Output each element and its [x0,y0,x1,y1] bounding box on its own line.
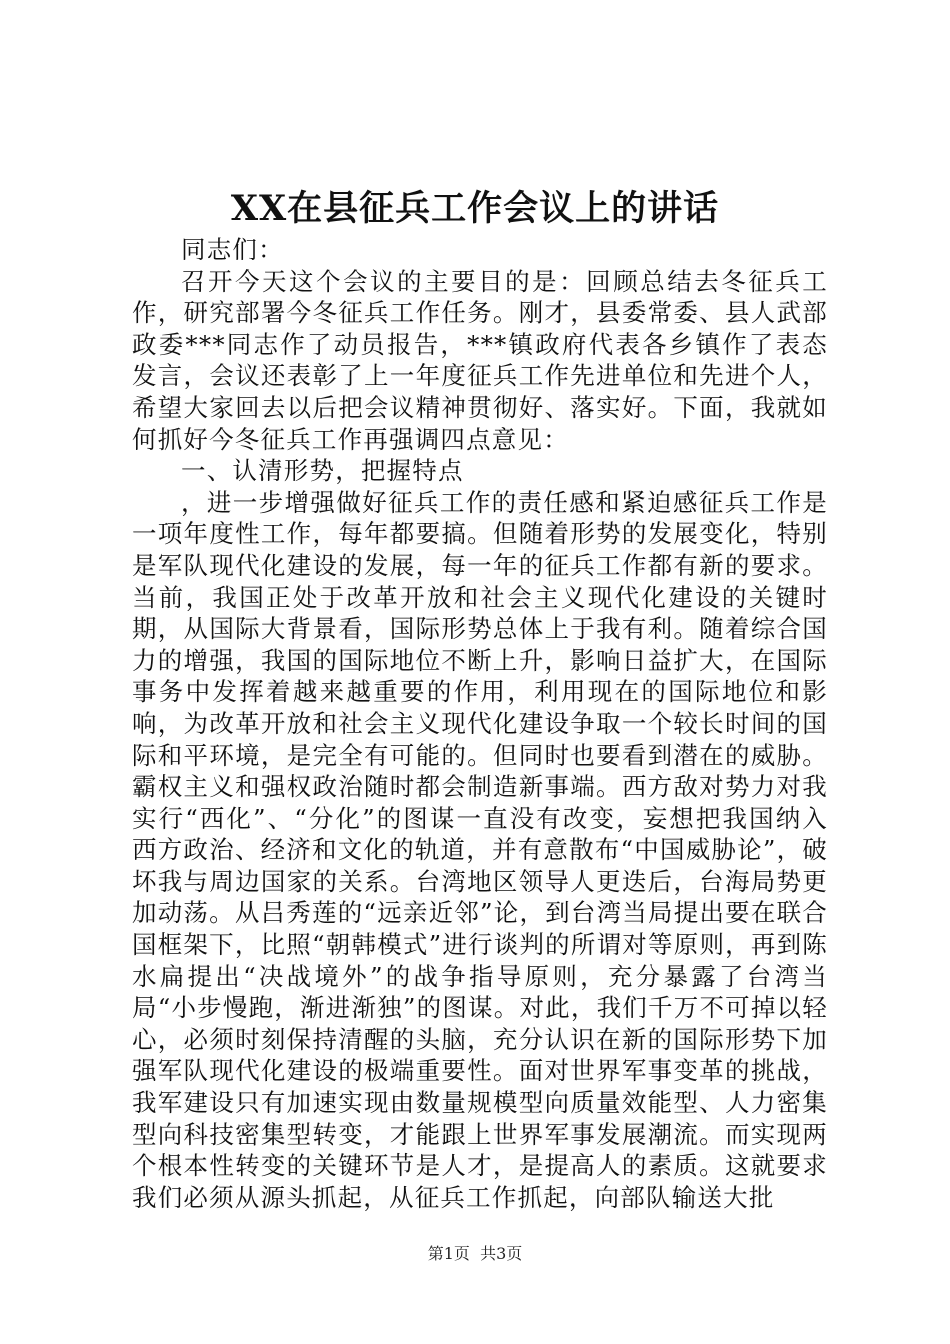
document-title: XX在县征兵工作会议上的讲话 [230,188,720,229]
body-paragraph: ，进一步增强做好征兵工作的责任感和紧迫感征兵工作是一项年度性工作，每年都要搞。但随着形势的发展变化，特别是军队现代化建设的发展，每一年的征兵工作都有新的要求。当前，我国正处于改革开放和社会主义现代化建设的关键时期，从国际大背景看，国际形势总体上于我有利。随着综合国力的增强，我国的国际地位不断上升，影响日益扩大，在国际事务中发挥着越来越重要的作用，利用现在的国际地位和影响，为改革开放和社会主义现代化建设争取一个较长时间的国际和平环境，是完全有可能的。但同时也要看到潜在的威胁。霸权主义和强权政治随时都会制造新事端。西方敌对势力对我实行“西化”、“分化”的图谋一直没有改变，妄想把我国纳入西方政治、经济和文化的轨道，并有意散布“中国威胁论”，破坏我与周边国家的关系。台湾地区领导人更迭后，台海局势更加动荡。从吕秀莲的“远亲近邻”论，到台湾当局提出要在联合国框架下，比照“朝韩模式”进行谈判的所谓对等原则，再到陈水扁提出“决战境外”的战争指导原则，充分暴露了台湾当局“小步慢跑，渐进渐独”的图谋。对此，我们千万不可掉以轻心，必须时刻保持清醒的头脑，充分认识在新的国际形势下加强军队现代化建设的极端重要性。面对世界军事变革的挑战，我军建设只有加速实现由数量规模型向质量效能型、人力密集型向科技密集型转变，才能跟上世界军事发展潮流。而实现两个根本性转变的关键环节是人才，是提高人的素质。这就要求我们必须从源头抓起，从征兵工作抓起，向部队输送大批 [132,487,828,1212]
page-number: 第1页 共3页 [427,1244,523,1263]
salutation-paragraph: 同志们： [181,235,284,264]
document-body [132,234,828,1213]
page-footer [0,1243,950,1265]
intro-paragraph: 召开今天这个会议的主要目的是：回顾总结去冬征兵工作，研究部署今冬征兵工作任务。刚才，县委常委、县人武部政委***同志作了动员报告，***镇政府代表各乡镇作了表态发言，会议还表彰了上一年度征兵工作先进单位和先进个人，希望大家回去以后把会议精神贯彻好、落实好。下面，我就如何抓好今冬征兵工作再强调四点意见： [132,266,828,454]
section-heading: 一、认清形势，把握特点 [181,456,464,486]
